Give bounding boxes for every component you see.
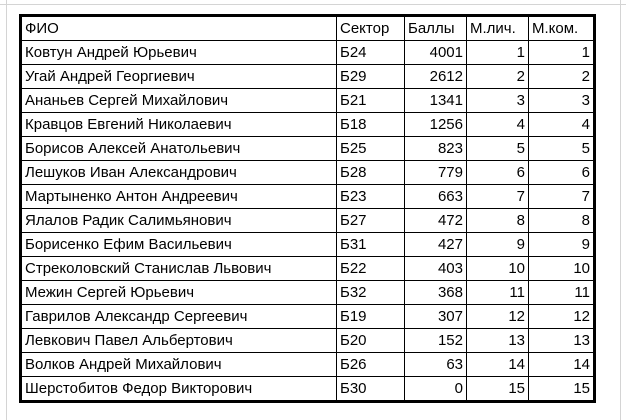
cell-name[interactable]: Волков Андрей Михайлович (21, 353, 337, 377)
cell-place-team[interactable]: 8 (529, 209, 595, 233)
cell-sector[interactable]: Б32 (337, 281, 405, 305)
cell-points[interactable]: 472 (405, 209, 467, 233)
cell-name[interactable]: Межин Сергей Юрьевич (21, 281, 337, 305)
cell-points[interactable]: 307 (405, 305, 467, 329)
cell-sector[interactable]: Б19 (337, 305, 405, 329)
cell-name[interactable]: Мартыненко Антон Андреевич (21, 185, 337, 209)
table-row (21, 353, 595, 377)
cell-place-personal[interactable]: 11 (467, 281, 529, 305)
header-cell-name[interactable]: ФИО (21, 16, 337, 41)
gridline-left (6, 0, 7, 420)
cell-place-personal[interactable]: 2 (467, 65, 529, 89)
cell-sector[interactable]: Б29 (337, 65, 405, 89)
table-row (21, 161, 595, 185)
cell-points[interactable]: 152 (405, 329, 467, 353)
cell-place-team[interactable]: 2 (529, 65, 595, 89)
cell-place-team[interactable]: 4 (529, 113, 595, 137)
cell-place-personal[interactable]: 8 (467, 209, 529, 233)
table-row (21, 113, 595, 137)
table-row (21, 233, 595, 257)
header-cell-points[interactable]: Баллы (405, 16, 467, 41)
cell-name[interactable]: Ялалов Радик Салимьянович (21, 209, 337, 233)
cell-sector[interactable]: Б22 (337, 257, 405, 281)
cell-place-personal[interactable]: 14 (467, 353, 529, 377)
cell-place-personal[interactable]: 6 (467, 161, 529, 185)
cell-name[interactable]: Шерстобитов Федор Викторович (21, 377, 337, 402)
header-cell-place-team[interactable]: М.ком. (529, 16, 595, 41)
cell-name[interactable]: Гаврилов Александр Сергеевич (21, 305, 337, 329)
cell-place-personal[interactable]: 7 (467, 185, 529, 209)
cell-place-personal[interactable]: 9 (467, 233, 529, 257)
cell-place-team[interactable]: 12 (529, 305, 595, 329)
cell-sector[interactable]: Б31 (337, 233, 405, 257)
cell-name[interactable]: Борисенко Ефим Васильевич (21, 233, 337, 257)
cell-sector[interactable]: Б30 (337, 377, 405, 402)
cell-sector[interactable]: Б18 (337, 113, 405, 137)
table-row (21, 305, 595, 329)
table-row (21, 41, 595, 65)
header-cell-sector[interactable]: Сектор (337, 16, 405, 41)
cell-place-personal[interactable]: 5 (467, 137, 529, 161)
cell-sector[interactable]: Б24 (337, 41, 405, 65)
cell-place-team[interactable]: 10 (529, 257, 595, 281)
cell-place-personal[interactable]: 1 (467, 41, 529, 65)
cell-name[interactable]: Угай Андрей Георгиевич (21, 65, 337, 89)
cell-place-team[interactable]: 14 (529, 353, 595, 377)
cell-place-personal[interactable]: 4 (467, 113, 529, 137)
cell-place-team[interactable]: 6 (529, 161, 595, 185)
cell-place-team[interactable]: 13 (529, 329, 595, 353)
cell-name[interactable]: Кравцов Евгений Николаевич (21, 113, 337, 137)
results-table (19, 14, 596, 403)
cell-place-personal[interactable]: 3 (467, 89, 529, 113)
results-table-body (21, 16, 595, 402)
cell-sector[interactable]: Б21 (337, 89, 405, 113)
cell-name[interactable]: Борисов Алексей Анатольевич (21, 137, 337, 161)
table-row (21, 209, 595, 233)
cell-points[interactable]: 427 (405, 233, 467, 257)
cell-place-personal[interactable]: 10 (467, 257, 529, 281)
cell-points[interactable]: 663 (405, 185, 467, 209)
gridline-top (0, 4, 626, 5)
gridline-right (620, 0, 621, 420)
cell-name[interactable]: Ковтун Андрей Юрьевич (21, 41, 337, 65)
table-row (21, 137, 595, 161)
cell-points[interactable]: 368 (405, 281, 467, 305)
cell-place-personal[interactable]: 12 (467, 305, 529, 329)
cell-points[interactable]: 4001 (405, 41, 467, 65)
cell-place-team[interactable]: 9 (529, 233, 595, 257)
cell-points[interactable]: 403 (405, 257, 467, 281)
cell-place-team[interactable]: 7 (529, 185, 595, 209)
cell-sector[interactable]: Б25 (337, 137, 405, 161)
cell-points[interactable]: 63 (405, 353, 467, 377)
header-row (21, 16, 595, 41)
cell-place-team[interactable]: 11 (529, 281, 595, 305)
cell-place-team[interactable]: 5 (529, 137, 595, 161)
table-row (21, 65, 595, 89)
cell-points[interactable]: 1341 (405, 89, 467, 113)
table-row (21, 89, 595, 113)
cell-sector[interactable]: Б28 (337, 161, 405, 185)
cell-name[interactable]: Ананьев Сергей Михайлович (21, 89, 337, 113)
cell-name[interactable]: Стреколовский Станислав Львович (21, 257, 337, 281)
cell-points[interactable]: 779 (405, 161, 467, 185)
cell-name[interactable]: Левкович Павел Альбертович (21, 329, 337, 353)
table-row (21, 377, 595, 402)
header-cell-place-personal[interactable]: М.лич. (467, 16, 529, 41)
cell-place-team[interactable]: 3 (529, 89, 595, 113)
cell-points[interactable]: 823 (405, 137, 467, 161)
cell-place-personal[interactable]: 15 (467, 377, 529, 402)
cell-sector[interactable]: Б26 (337, 353, 405, 377)
cell-place-team[interactable]: 1 (529, 41, 595, 65)
cell-points[interactable]: 1256 (405, 113, 467, 137)
cell-place-personal[interactable]: 13 (467, 329, 529, 353)
cell-sector[interactable]: Б23 (337, 185, 405, 209)
cell-sector[interactable]: Б20 (337, 329, 405, 353)
cell-sector[interactable]: Б27 (337, 209, 405, 233)
cell-place-team[interactable]: 15 (529, 377, 595, 402)
table-row (21, 281, 595, 305)
table-row (21, 329, 595, 353)
cell-points[interactable]: 0 (405, 377, 467, 402)
table-row (21, 185, 595, 209)
cell-name[interactable]: Лешуков Иван Александрович (21, 161, 337, 185)
cell-points[interactable]: 2612 (405, 65, 467, 89)
table-row (21, 257, 595, 281)
